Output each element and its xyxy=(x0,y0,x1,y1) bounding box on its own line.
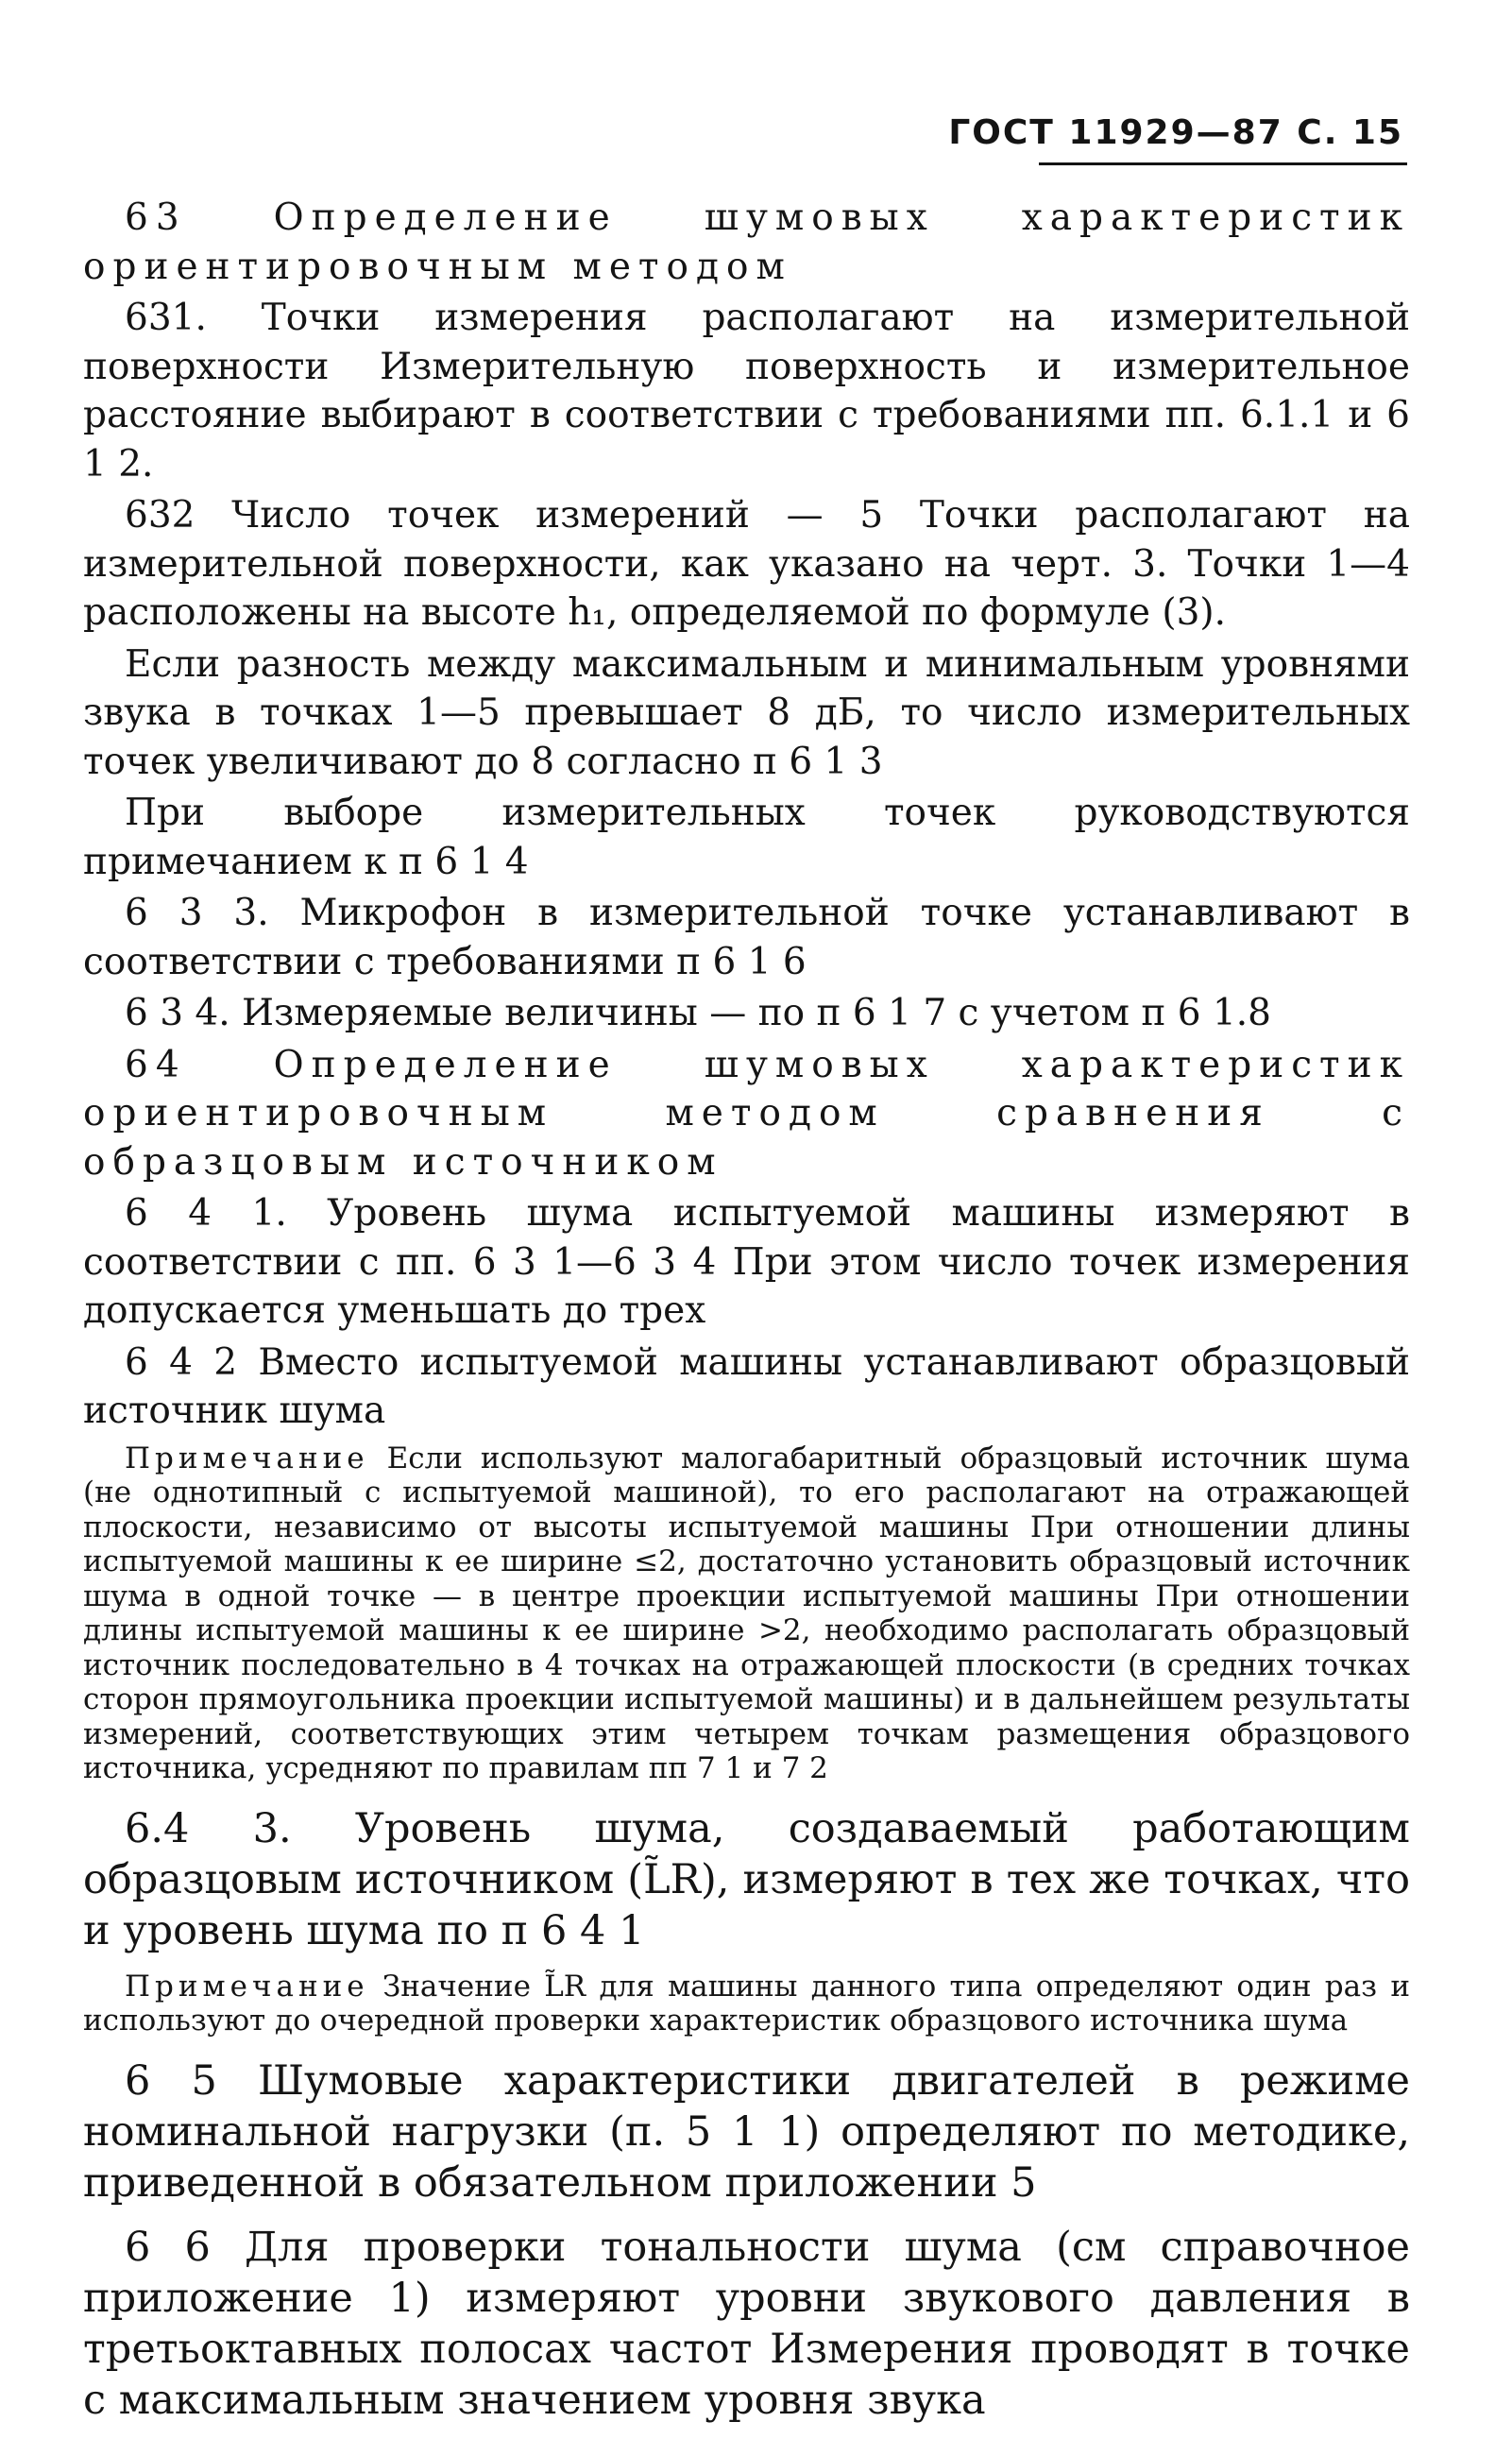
paragraph-6-3-4: 6 3 4. Измеряемые величины — по п 6 1 7 с учетом п 6 1.8 xyxy=(125,992,1271,1034)
paragraph-point-selection: При выборе измерительных точек руководствуются примечанием к п 6 1 4 xyxy=(83,792,1410,883)
note-label: Примечание xyxy=(125,1969,369,2004)
note-lr-value xyxy=(83,1970,1410,2038)
note-label: Примечание xyxy=(125,1441,369,1475)
paragraph-6-6: 6 6 Для проверки тональности шума (см справочное приложение 1) измеряют уровни звукового давления в третьоктавных полосах частот Измерения проводят в точке с максимальным значением уровня звука xyxy=(83,2223,1410,2424)
paragraph-6-3-1: 631. Точки измерения располагают на измерительной поверхности Измерительную поверхность и измерительное расстояние выбирают в соответствии с требованиями пп. 6.1.1 и 6 1 2. xyxy=(83,297,1410,486)
section-heading-6-4: 64 Определение шумовых характеристик ориентировочным методом сравнения с образцовым источником xyxy=(83,1043,1410,1184)
header-rule xyxy=(1039,162,1407,165)
paragraph-level-difference: Если разность между максимальным и минимальным уровнями звука в точках 1—5 превышает 8 дБ, то число измерительных точек увеличивают до 8 согласно п 6 1 3 xyxy=(83,642,1410,783)
note-reference-source xyxy=(83,1441,1410,1786)
paragraph-6-3-2: 632 Число точек измерений — 5 Точки располагают на измерительной поверхности, как указано на черт. 3. Точки 1—4 расположены на высоте h₁, определяемой по формуле (3). xyxy=(83,494,1410,634)
page-content xyxy=(83,194,1410,2439)
paragraph-6-3-3: 6 3 3. Микрофон в измерительной точке устанавливают в соответствии с требованиями п 6 1 6 xyxy=(83,892,1410,983)
note-text: Значение L̃R для машины данного типа определяют один раз и используют до очередной проверки характеристик образцового источника шума xyxy=(83,1969,1410,2038)
page-header: ГОСТ 11929—87 С. 15 xyxy=(948,113,1403,152)
section-heading-6-3: 63 Определение шумовых характеристик ориентировочным методом xyxy=(83,196,1410,288)
paragraph-6-4-2: 6 4 2 Вместо испытуемой машины устанавливают образцовый источник шума xyxy=(83,1340,1410,1432)
paragraph-6-5: 6 5 Шумовые характеристики двигателей в режиме номинальной нагрузки (п. 5 1 1) определяют по методике, приведенной в обязательном приложении 5 xyxy=(83,2056,1410,2207)
paragraph-6-4-1: 6 4 1. Уровень шума испытуемой машины измеряют в соответствии с пп. 6 3 1—6 3 4 При этом число точек измерения допускается уменьшать до трех xyxy=(83,1192,1410,1332)
note-text: Если используют малогабаритный образцовый источник шума (не однотипный с испытуемой машиной), то его располагают на отражающей плоскости, независимо от высоты испытуемой машины При отношении длины испытуемой машины к ее ширине ≤2, достаточно установить образцовый источник шума в одной точке — в центре проекции испытуемой машины При отношении длины испытуемой машины к ее ширине >2, необходимо располагать образцовый источник последовательно в 4 точках на отражающей плоскости (в средних точках сторон прямоугольника проекции испытуемой машины) и в дальнейшем результаты измерений, соответствующих этим четырем точкам размещения образцового источника, усредняют по правилам пп 7 1 и 7 2 xyxy=(83,1441,1410,1785)
paragraph-6-4-3: 6.4 3. Уровень шума, создаваемый работающим образцовым источником (L̃R), измеряют в тех же точках, что и уровень шума по п 6 4 1 xyxy=(83,1804,1410,1954)
